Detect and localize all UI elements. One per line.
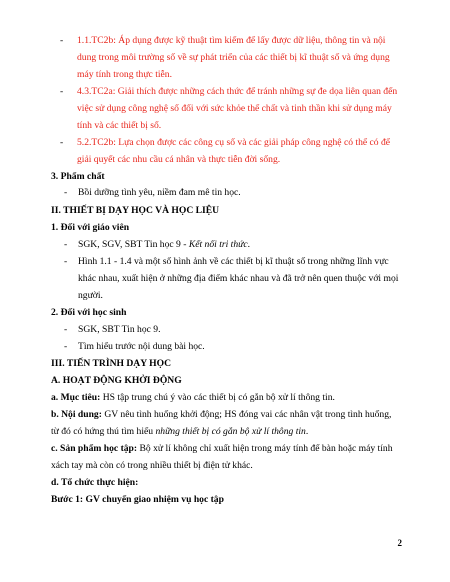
product-line-1 [51, 443, 393, 455]
activity-heading: A. HOẠT ĐỘNG KHỞI ĐỘNG [51, 375, 182, 386]
quality-item: Bồi dưỡng tình yêu, niềm đam mê tin học. [78, 187, 241, 198]
student-item-1: SGK, SBT Tin học 9. [78, 324, 161, 335]
quality-heading: 3. Phẩm chất [51, 171, 105, 182]
content-line-2-end: . [305, 426, 309, 437]
teacher-item-1-italic: Kết nối tri thức [188, 239, 248, 250]
student-item-2-bullet: - [64, 341, 68, 352]
section-3-heading: III. TIẾN TRÌNH DẠY HỌC [51, 358, 172, 369]
content-text: GV nêu tình huống khởi động; HS đóng vai các nhân vật trong tình huống, [101, 409, 392, 420]
objective-3-line-2: giải quyết các nhu cầu cá nhân và thực tiễn đời sống. [77, 154, 281, 165]
objective-1-line-1: 1.1.TC2b: Áp dụng được kỹ thuật tìm kiếm để lấy được dữ liệu, thông tin và nội [77, 35, 386, 46]
content-line-2 [51, 426, 308, 438]
teacher-heading: 1. Đối với giáo viên [51, 222, 130, 233]
objective-2-line-2: việc sử dụng công nghệ số đối với sức khỏe thể chất và tinh thần khi sử dụng máy [77, 103, 392, 114]
goal-text: HS tập trung chú ý vào các thiết bị có gắn bộ xử lí thông tin. [100, 392, 335, 403]
product-line-2: xách tay mà còn có trong nhiều thiết bị điện tử khác. [51, 460, 253, 471]
objective-2-bullet: - [60, 86, 64, 97]
objective-3-bullet: - [60, 137, 64, 148]
objective-2-line-3: tính và các thiết bị số. [77, 120, 162, 131]
student-item-1-bullet: - [64, 324, 68, 335]
page-number: 2 [397, 538, 402, 548]
student-item-2: Tìm hiểu trước nội dung bài học. [78, 341, 205, 352]
objective-1-line-2: dung trong môi trường số về sự phát triển của các thiết bị kĩ thuật số và ứng dụng [77, 52, 390, 63]
teacher-item-2-line-3: người. [78, 290, 103, 301]
content-label: b. Nội dung: [51, 409, 102, 420]
goal-line [51, 392, 335, 404]
teacher-item-1-text: SGK, SGV, SBT Tin học 9 - [78, 239, 189, 250]
organization-heading: d. Tổ chức thực hiện: [51, 477, 139, 488]
step-1-heading: Bước 1: GV chuyển giao nhiệm vụ học tập [51, 494, 224, 505]
objective-1-line-3: máy tính trong thực tiễn. [77, 69, 172, 80]
content-line-2-text: từ đó có hứng thú tìm hiểu [51, 426, 156, 437]
section-2-heading: II. THIẾT BỊ DẠY HỌC VÀ HỌC LIỆU [51, 205, 220, 216]
goal-label: a. Mục tiêu: [51, 392, 101, 403]
product-text: Bộ xử lí không chỉ xuất hiện trong máy tính để bàn hoặc máy tính [137, 443, 393, 454]
objective-2-line-1: 4.3.TC2a: Giải thích được những cách thức để tránh những sự đe dọa liên quan đến [77, 86, 398, 97]
content-line-1 [51, 409, 391, 421]
teacher-item-2-line-1: Hình 1.1 - 1.4 và một số hình ảnh về các thiết bị kĩ thuật số trong những lĩnh vực [78, 256, 389, 267]
product-label: c. Sản phẩm học tập: [51, 443, 138, 454]
student-heading: 2. Đối với học sinh [51, 307, 127, 318]
teacher-item-2-line-2: khác nhau, xuất hiện ở những địa điểm khác nhau và đã trở nên quen thuộc với mọi [78, 273, 399, 284]
teacher-item-1 [78, 239, 250, 251]
content-line-2-italic: những thiết bị có gắn bộ xử lí thông tin [155, 426, 306, 437]
quality-bullet: - [64, 187, 68, 198]
objective-3-line-1: 5.2.TC2b: Lựa chọn được các công cụ số và các giải pháp công nghệ có thể có để [77, 137, 391, 148]
teacher-item-1-bullet: - [64, 239, 68, 250]
objective-1-bullet: - [60, 35, 64, 46]
teacher-item-1-end: . [247, 239, 251, 250]
teacher-item-2-bullet: - [64, 256, 68, 267]
